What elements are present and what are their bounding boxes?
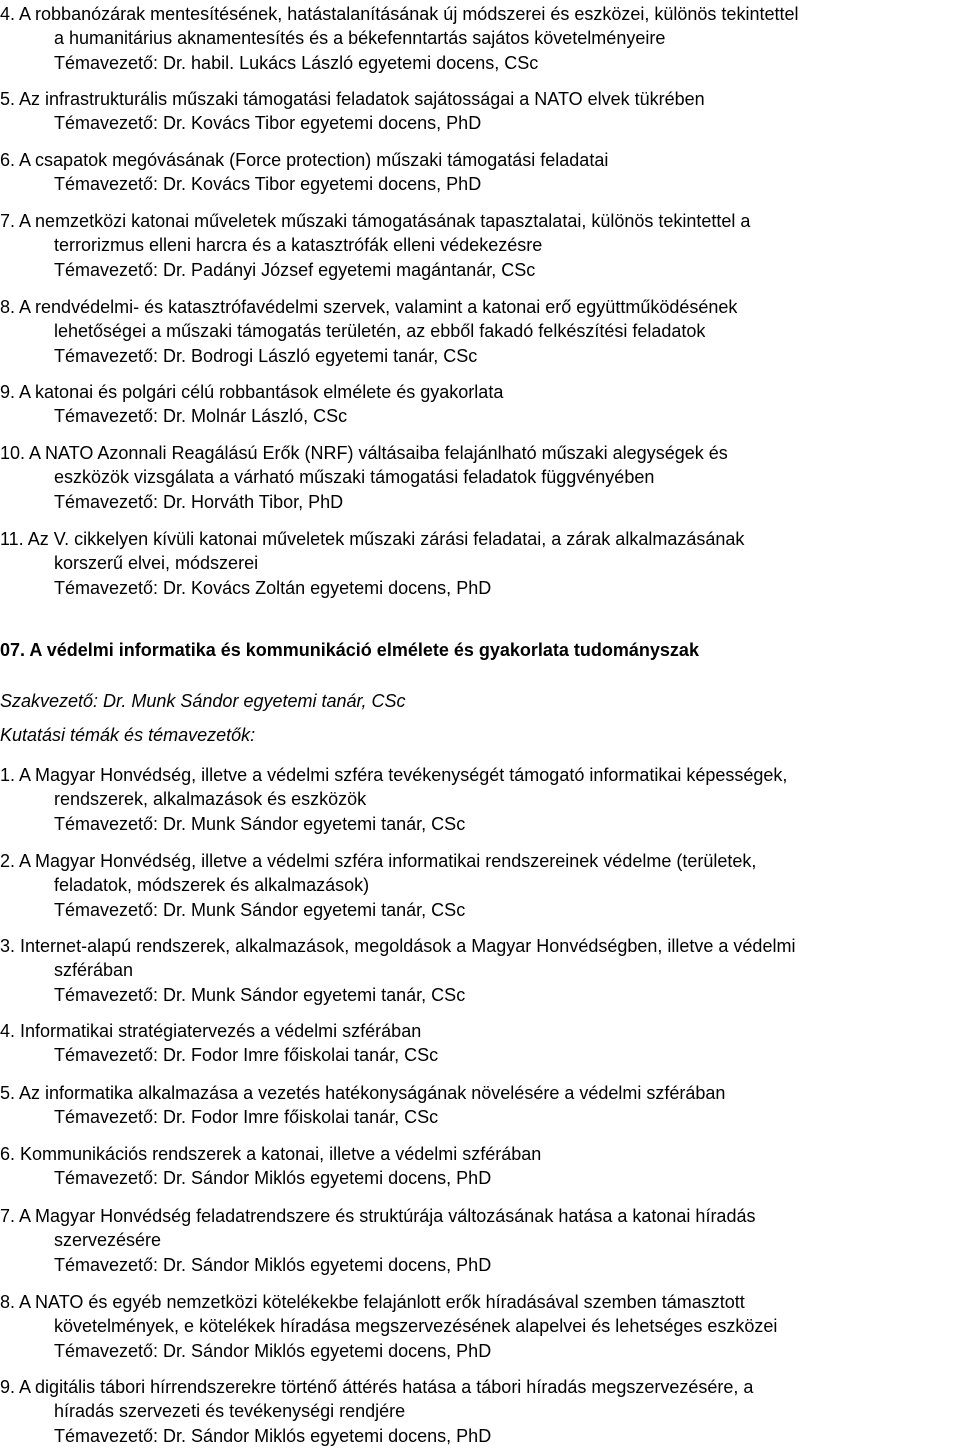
topic-item-9 [0,380,958,429]
topic-supervisor: Témavezető: Dr. Kovács Tibor egyetemi docens, PhD [54,174,482,195]
topic-title-line: 7. A Magyar Honvédség feladatrendszere és struktúrája változásának hatása a katonai híradás [0,1206,756,1226]
topic-title-line: szervezésére [54,1230,162,1251]
topic-item-b8 [0,1290,958,1363]
program-leader: Szakvezető: Dr. Munk Sándor egyetemi tanár, CSc [0,691,406,711]
topic-item-8 [0,295,958,368]
topic-title-line: 6. A csapatok megóvásának (Force protection) műszaki támogatási feladatai [0,150,609,170]
topic-title-line: feladatok, módszerek és alkalmazások) [54,875,370,896]
topic-supervisor: Témavezető: Dr. Sándor Miklós egyetemi docens, PhD [54,1254,492,1275]
topic-title-line: eszközök vizsgálata a várható műszaki támogatási feladatok függvényében [54,467,655,488]
topic-supervisor: Témavezető: Dr. Munk Sándor egyetemi tanár, CSc [54,899,466,920]
topic-supervisor: Témavezető: Dr. Kovács Zoltán egyetemi docens, PhD [54,577,492,598]
topic-title-line: 5. Az infrastrukturális műszaki támogatási feladatok sajátosságai a NATO elvek tükrében [0,89,705,109]
topic-title-line: a humanitárius aknamentesítés és a békefenntartás sajátos követelményeire [54,28,666,49]
topic-item-b1 [0,763,958,836]
topic-title-line: 11. Az V. cikkelyen kívüli katonai műveletek műszaki zárási feladatai, a zárak alkalmazásának [0,529,745,549]
topic-title-line: 8. A NATO és egyéb nemzetközi kötelékekbe felajánlott erők híradásával szemben támasztott [0,1292,745,1312]
topics-label: Kutatási témák és témavezetők: [0,725,256,745]
topic-title-line: 6. Kommunikációs rendszerek a katonai, illetve a védelmi szférában [0,1144,542,1164]
topic-title-line: szférában [54,960,134,981]
topic-supervisor: Témavezető: Dr. Padányi József egyetemi magántanár, CSc [54,259,536,280]
topic-supervisor: Témavezető: Dr. habil. Lukács László egyetemi docens, CSc [54,52,539,73]
topic-item-11 [0,527,958,600]
topic-item-b2 [0,849,958,922]
topic-title-line: 9. A katonai és polgári célú robbantások elmélete és gyakorlata [0,382,504,402]
topic-title-line: rendszerek, alkalmazások és eszközök [54,789,367,810]
topic-title-line: 7. A nemzetközi katonai műveletek műszaki támogatásának tapasztalatai, különös tekintettel a [0,211,751,231]
topic-supervisor: Témavezető: Dr. Molnár László, CSc [54,406,348,427]
topic-item-b6 [0,1142,958,1191]
topic-title-line: terrorizmus elleni harcra és a katasztrófák elleni védekezésre [54,235,543,256]
topic-title-line: 1. A Magyar Honvédség, illetve a védelmi szféra tevékenységét támogató informatikai képességek, [0,765,788,785]
topic-supervisor: Témavezető: Dr. Kovács Tibor egyetemi docens, PhD [54,113,482,134]
topic-title-line: 3. Internet-alapú rendszerek, alkalmazások, megoldások a Magyar Honvédségben, illetve a védelmi [0,936,796,956]
topic-supervisor: Témavezető: Dr. Munk Sándor egyetemi tanár, CSc [54,984,466,1005]
topic-item-b7 [0,1204,958,1277]
topic-title-line: lehetőségei a műszaki támogatás területén, az ebből fakadó felkészítési feladatok [54,321,706,342]
topic-item-6 [0,148,958,197]
topic-title-line: követelmények, e kötelékek híradása megszervezésének alapelvei és lehetséges eszközei [54,1316,778,1337]
topic-supervisor: Témavezető: Dr. Horváth Tibor, PhD [54,491,344,512]
topic-item-b5 [0,1081,958,1130]
topic-supervisor: Témavezető: Dr. Munk Sándor egyetemi tanár, CSc [54,813,466,834]
topic-title-line: 5. Az informatika alkalmazása a vezetés hatékonyságának növelésére a védelmi szférában [0,1083,726,1103]
topic-title-line: 10. A NATO Azonnali Reagálású Erők (NRF) váltásaiba felajánlható műszaki alegységek és [0,443,728,463]
topic-title-line: híradás szervezeti és tevékenységi rendjére [54,1401,406,1422]
topic-supervisor: Témavezető: Dr. Sándor Miklós egyetemi docens, PhD [54,1168,492,1189]
topic-item-b3 [0,934,958,1007]
topic-supervisor: Témavezető: Dr. Fodor Imre főiskolai tanár, CSc [54,1045,439,1066]
topic-title-line: 9. A digitális tábori hírrendszerekre történő áttérés hatása a tábori híradás megszervezésére, a [0,1377,754,1397]
topic-title-line: 4. A robbanózárak mentesítésének, hatástalanításának új módszerei és eszközei, különös tekintettel [0,4,799,24]
topic-supervisor: Témavezető: Dr. Fodor Imre főiskolai tanár, CSc [54,1107,439,1128]
section-heading: 07. A védelmi informatika és kommunikáció elmélete és gyakorlata tudományszak [0,640,699,660]
topic-item-5 [0,87,958,136]
topic-item-4 [0,2,958,75]
topic-title-line: 4. Informatikai stratégiatervezés a védelmi szférában [0,1021,422,1041]
topic-supervisor: Témavezető: Dr. Sándor Miklós egyetemi docens, PhD [54,1425,492,1446]
topic-supervisor: Témavezető: Dr. Bodrogi László egyetemi tanár, CSc [54,345,478,366]
topic-item-b9 [0,1375,958,1448]
topic-item-7 [0,209,958,282]
topic-item-b4 [0,1019,958,1068]
topic-title-line: 2. A Magyar Honvédség, illetve a védelmi szféra informatikai rendszereinek védelme (területek, [0,851,757,871]
topic-supervisor: Témavezető: Dr. Sándor Miklós egyetemi docens, PhD [54,1340,492,1361]
topic-title-line: korszerű elvei, módszerei [54,553,259,574]
topic-item-10 [0,441,958,514]
topic-title-line: 8. A rendvédelmi- és katasztrófavédelmi szervek, valamint a katonai erő együttműködésének [0,297,738,317]
